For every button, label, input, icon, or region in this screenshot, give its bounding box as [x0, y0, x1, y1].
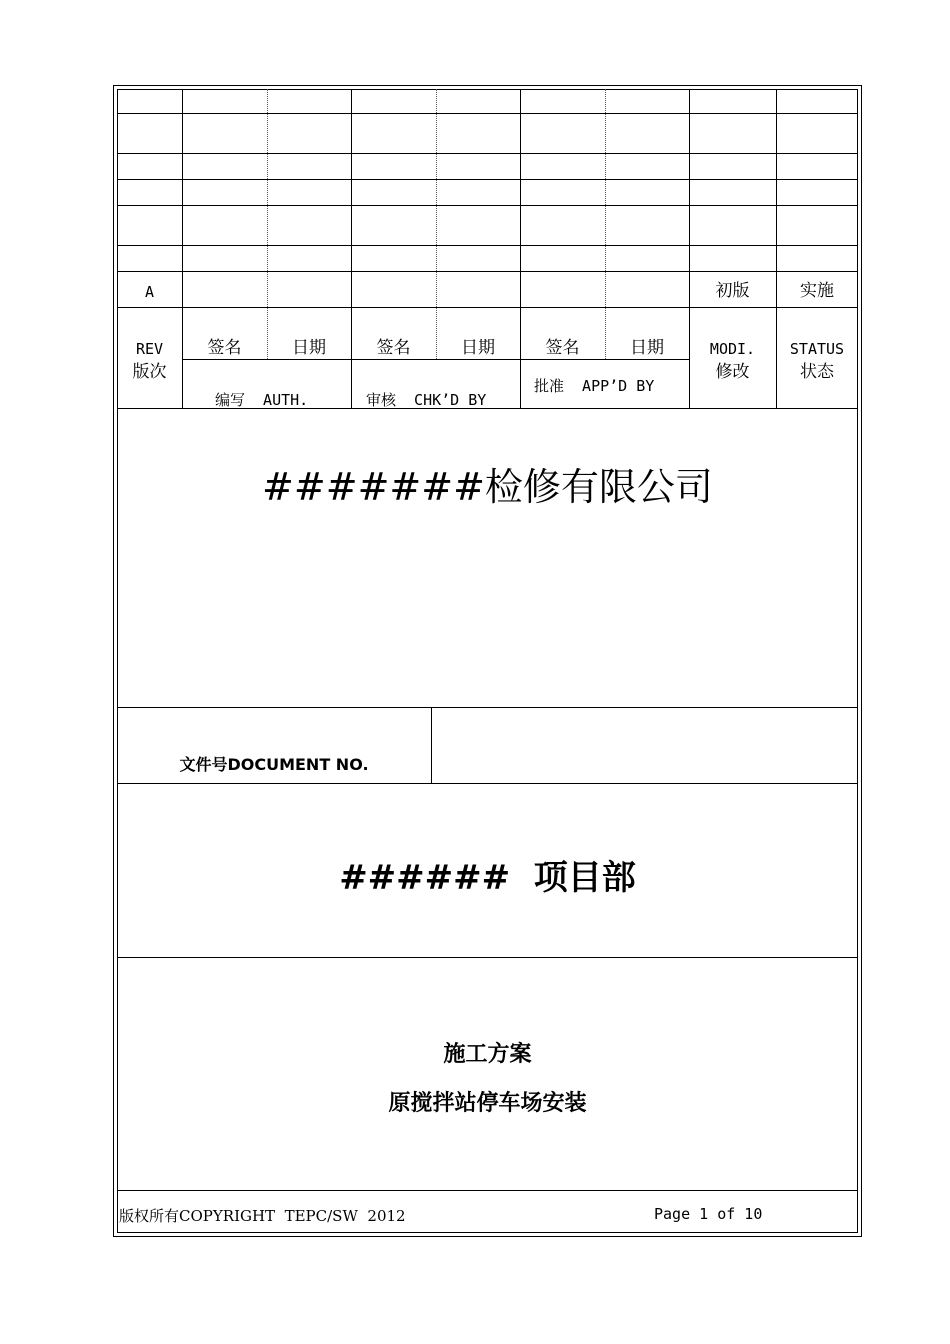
table-col-line — [689, 89, 690, 408]
table-row-line — [117, 307, 858, 308]
rev-a-cell: A — [144, 283, 155, 301]
docno-divider — [431, 707, 432, 783]
plan-title: 施工方案 — [443, 1042, 532, 1067]
table-row-line — [117, 179, 858, 180]
table-row-line — [117, 271, 858, 272]
sign-label: 签名 — [545, 338, 580, 358]
date-label: 日期 — [461, 338, 495, 358]
document-no-label: 文件号DOCUMENT NO. — [179, 755, 369, 774]
table-row-line — [117, 205, 858, 206]
table-col-line — [520, 89, 521, 408]
section-divider — [117, 1190, 858, 1191]
table-row-line — [117, 153, 858, 154]
sign-label: 签名 — [376, 338, 411, 358]
table-row-line — [117, 245, 858, 246]
checked-by-label: 审核 CHK’D BY — [366, 391, 487, 409]
table-row-line — [182, 359, 689, 360]
table-col-line — [182, 89, 183, 408]
approved-by-label: 批准 APP’D BY — [534, 377, 655, 395]
table-col-dotted-line — [605, 89, 606, 359]
table-col-dotted-line — [267, 89, 268, 359]
table-col-dotted-line — [436, 89, 437, 359]
plan-subtitle: 原搅拌站停车场安装 — [388, 1091, 587, 1116]
modification-cell: 初版 — [715, 281, 750, 301]
date-label: 日期 — [292, 338, 326, 358]
table-col-line — [776, 89, 777, 408]
section-divider — [117, 783, 858, 784]
author-label: 编写 AUTH. — [215, 391, 309, 409]
table-row-line — [117, 113, 858, 114]
modi-header: MODI. — [709, 340, 756, 358]
rev-header-cn: 版次 — [132, 362, 167, 382]
company-name: #######检修有限公司 — [262, 465, 713, 509]
project-name: ###### 项目部 — [339, 858, 636, 898]
rev-header: REV — [135, 340, 164, 358]
status-cell: 实施 — [800, 281, 834, 301]
table-col-line — [351, 89, 352, 408]
status-header: STATUS — [789, 340, 845, 358]
status-header-cn: 状态 — [800, 362, 834, 382]
copyright-text: 版权所有COPYRIGHT TEPC/SW 2012 — [119, 1207, 406, 1225]
date-label: 日期 — [630, 338, 664, 358]
section-divider — [117, 957, 858, 958]
sign-label: 签名 — [207, 338, 242, 358]
section-divider — [117, 707, 858, 708]
page-number: Page 1 of 10 — [654, 1205, 763, 1223]
modi-header-cn: 修改 — [715, 362, 750, 382]
